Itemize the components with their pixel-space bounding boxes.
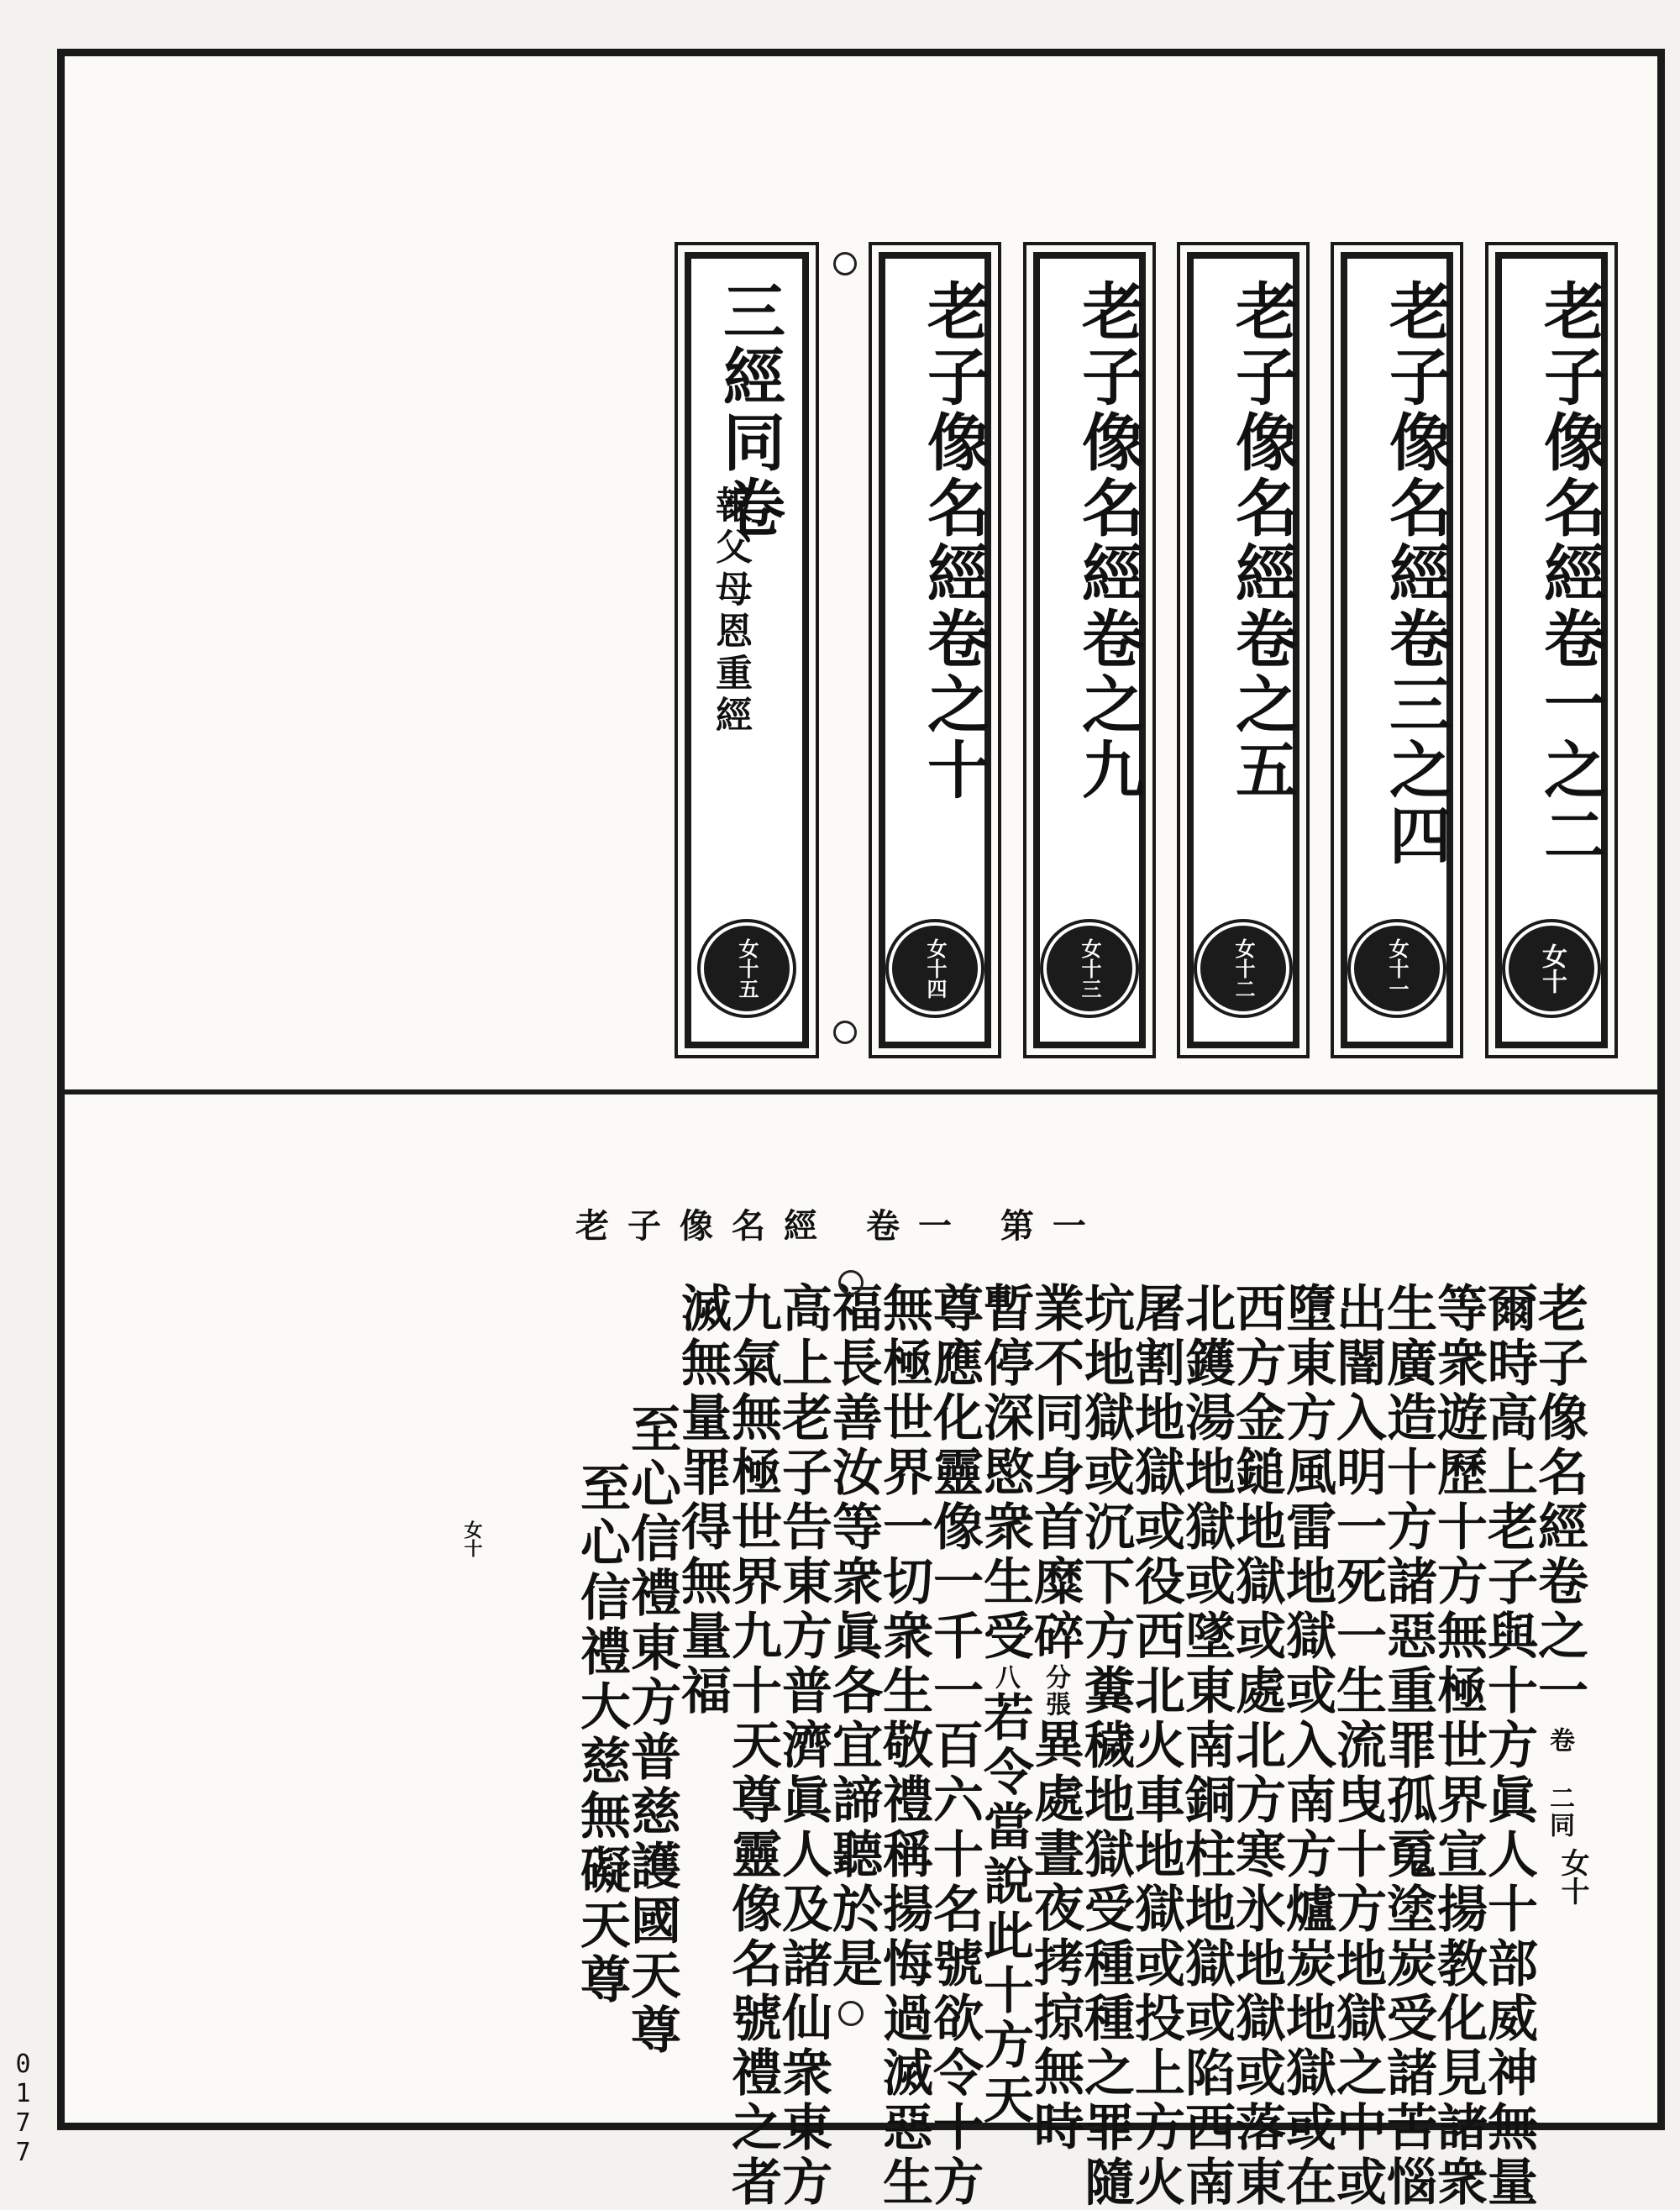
text-column bbox=[1126, 1282, 1185, 2210]
column-text: 尊應化靈像一千一百六十名號欲令十方 bbox=[925, 1282, 984, 2210]
text-column bbox=[1278, 1282, 1336, 2210]
text-column bbox=[1227, 1282, 1286, 2210]
title-slip bbox=[879, 252, 991, 1048]
column-text: 暫停深愍衆生受 bbox=[975, 1282, 1034, 1664]
punctuation-mark bbox=[838, 1270, 864, 1295]
seal-stamp bbox=[704, 926, 790, 1011]
page-divider bbox=[57, 1089, 1665, 1095]
column-text: 老子像名經卷之一 bbox=[1530, 1282, 1588, 1719]
text-column bbox=[1026, 1282, 1084, 2155]
column-text: 高上老子告東方普濟眞人及諸仙衆東方 bbox=[774, 1282, 832, 2210]
column-text-continued: 若令當說此十方天 bbox=[975, 1691, 1034, 2128]
seal-label: 女十二 bbox=[1231, 938, 1256, 999]
title-slip bbox=[1033, 252, 1146, 1048]
punctuation-mark bbox=[838, 2001, 864, 2026]
margin-note-mid: 女十 bbox=[461, 1520, 483, 1557]
slip-title: 老子像名經卷一之二 bbox=[1534, 279, 1606, 869]
seal-stamp bbox=[1354, 926, 1440, 1011]
column-text: 爾時高上老子與十方眞人十部威神無量 bbox=[1479, 1282, 1538, 2210]
seal-label: 女十一 bbox=[1385, 938, 1410, 999]
text-column bbox=[774, 1282, 832, 2210]
slip-title: 老子像名經卷之九 bbox=[1072, 279, 1144, 803]
column-text-continued: 異處晝夜拷掠無時 bbox=[1026, 1718, 1084, 2155]
slip-title: 老子像名經卷之十 bbox=[917, 279, 990, 803]
slip-title: 老子像名經卷之五 bbox=[1226, 279, 1298, 803]
title-slip bbox=[1495, 252, 1608, 1048]
column-text: 至心信禮東方普慈護國天尊 bbox=[622, 1403, 681, 2058]
seal-label: 女十四 bbox=[923, 938, 948, 999]
text-column bbox=[874, 1282, 933, 2210]
slip-title: 三經同卷 bbox=[713, 279, 785, 541]
volume-note: 卷 二同 bbox=[1545, 1727, 1574, 1839]
title-slip bbox=[1187, 252, 1299, 1048]
seal-stamp bbox=[1200, 926, 1286, 1011]
column-text: 福長善汝等衆眞各宜諦聽於是 bbox=[824, 1282, 883, 1992]
binding-hole-top bbox=[833, 252, 857, 276]
binding-hole-bottom bbox=[833, 1021, 857, 1044]
seal-stamp bbox=[1509, 926, 1594, 1011]
column-text: 墮東方風雷地獄或入南方爐炭地獄或在 bbox=[1278, 1282, 1336, 2210]
title-slip bbox=[1341, 252, 1453, 1048]
text-column bbox=[1328, 1282, 1387, 2210]
text-column bbox=[1378, 1282, 1437, 2210]
seal-label: 女十五 bbox=[735, 938, 759, 999]
text-column bbox=[1479, 1282, 1538, 2210]
column-text: 出闇入明一死一生流曳十方地獄之中或 bbox=[1328, 1282, 1387, 2210]
column-text: 北鑊湯地獄或墜東南銅柱地獄或陷西南 bbox=[1177, 1282, 1236, 2210]
text-column bbox=[572, 1462, 631, 2008]
text-column bbox=[925, 1282, 984, 2210]
seal-label: 女十三 bbox=[1078, 938, 1102, 999]
column-text: 滅無量罪得無量福 bbox=[673, 1282, 732, 1719]
column-text: 至心信禮大慈無礙天尊 bbox=[572, 1462, 631, 2008]
text-column bbox=[1177, 1282, 1236, 2210]
text-column bbox=[975, 1282, 1034, 2128]
slip-subtitle: 報父母恩重經 bbox=[709, 486, 752, 738]
margin-note-right: 女十 bbox=[1556, 1848, 1589, 1905]
seal-stamp bbox=[892, 926, 978, 1011]
column-text: 業不同身首糜碎 bbox=[1026, 1282, 1084, 1664]
inline-note: 分張 bbox=[1041, 1664, 1070, 1718]
text-column bbox=[1429, 1282, 1488, 2210]
seal-label: 女十 bbox=[1537, 943, 1567, 994]
column-text: 西方金鎚地獄或處北方寒氷地獄或落東 bbox=[1227, 1282, 1286, 2210]
text-column bbox=[622, 1403, 681, 2058]
inline-note: 八 bbox=[990, 1664, 1020, 1691]
text-column bbox=[1530, 1282, 1588, 1839]
section-header: 老子像名經 卷一 第一 bbox=[575, 1206, 1105, 1246]
column-text: 坑地獄或沉下方糞穢地獄受種種之罪隨 bbox=[1076, 1282, 1135, 2210]
title-slip bbox=[685, 252, 809, 1048]
column-text: 九氣無極世界九十天尊靈像名號禮之者 bbox=[723, 1282, 782, 2210]
column-text: 屠割地獄或役西北火車地獄或投上方火 bbox=[1126, 1282, 1185, 2210]
column-text: 生廣造十方諸惡重罪孤䰟塗炭受諸苦惱 bbox=[1378, 1282, 1437, 2210]
text-column bbox=[723, 1282, 782, 2210]
slip-title: 老子像名經卷三之四 bbox=[1379, 279, 1452, 869]
column-text: 等衆遊歷十方無極世界宣揚教化見諸衆 bbox=[1429, 1282, 1488, 2210]
page-number: 0177 bbox=[8, 2050, 38, 2167]
seal-stamp bbox=[1047, 926, 1132, 1011]
column-text: 無極世界一切衆生敬禮稱揚悔過滅惡生 bbox=[874, 1282, 933, 2210]
text-column bbox=[1076, 1282, 1135, 2210]
text-column bbox=[673, 1282, 732, 1719]
text-column bbox=[824, 1282, 883, 1992]
